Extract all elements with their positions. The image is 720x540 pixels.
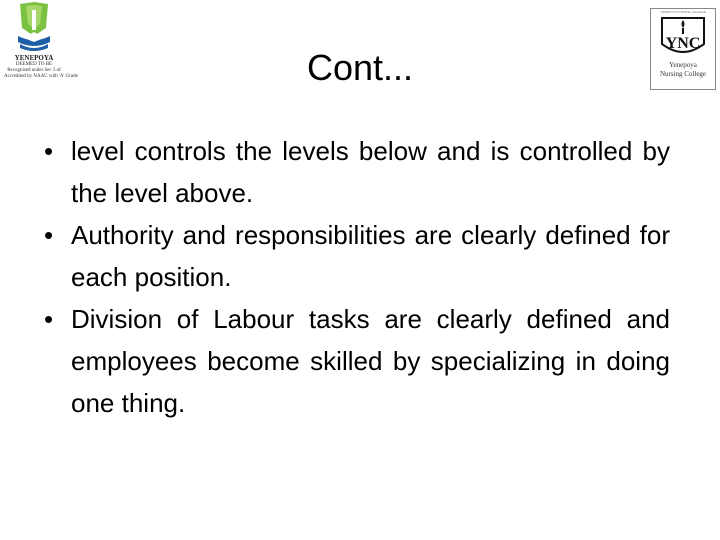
svg-text:YNC: YNC	[665, 35, 701, 52]
bullet-text: Authority and responsibilities are clearly defined for each position.	[71, 220, 670, 292]
college-logo	[650, 8, 716, 90]
bullet-item-1	[44, 130, 670, 214]
university-emblem-icon	[14, 2, 54, 54]
logo-left-line1: YENEPOYA	[14, 54, 54, 62]
college-name-line1: Yenepoya	[669, 61, 697, 69]
college-name-line2: Nursing College	[659, 70, 707, 78]
university-logo	[4, 2, 78, 98]
bullet-marker: •	[44, 304, 54, 334]
bullet-item-2	[44, 214, 670, 298]
slide-title: Cont...	[306, 47, 414, 88]
bullet-item-3	[44, 298, 670, 424]
bullet-marker: •	[44, 220, 54, 250]
bullet-marker: •	[44, 136, 54, 166]
college-emblem-icon	[658, 16, 708, 60]
logo-left-line3: Recognised under Sec 3 of	[7, 68, 61, 73]
bullet-text: Division of Labour tasks are clearly defined and employees become skilled by specializing in doing one thing.	[71, 304, 670, 418]
bullet-text: level controls the levels below and is controlled by the level above.	[71, 136, 670, 208]
logo-left-line2: DEEMED TO BE	[15, 62, 53, 67]
bullet-list	[44, 130, 670, 424]
college-seal-text: YENEPOYA NURSING COLLEGE	[660, 10, 706, 14]
logo-left-line4: Accredited by NAAC with 'A' Grade	[4, 74, 78, 79]
